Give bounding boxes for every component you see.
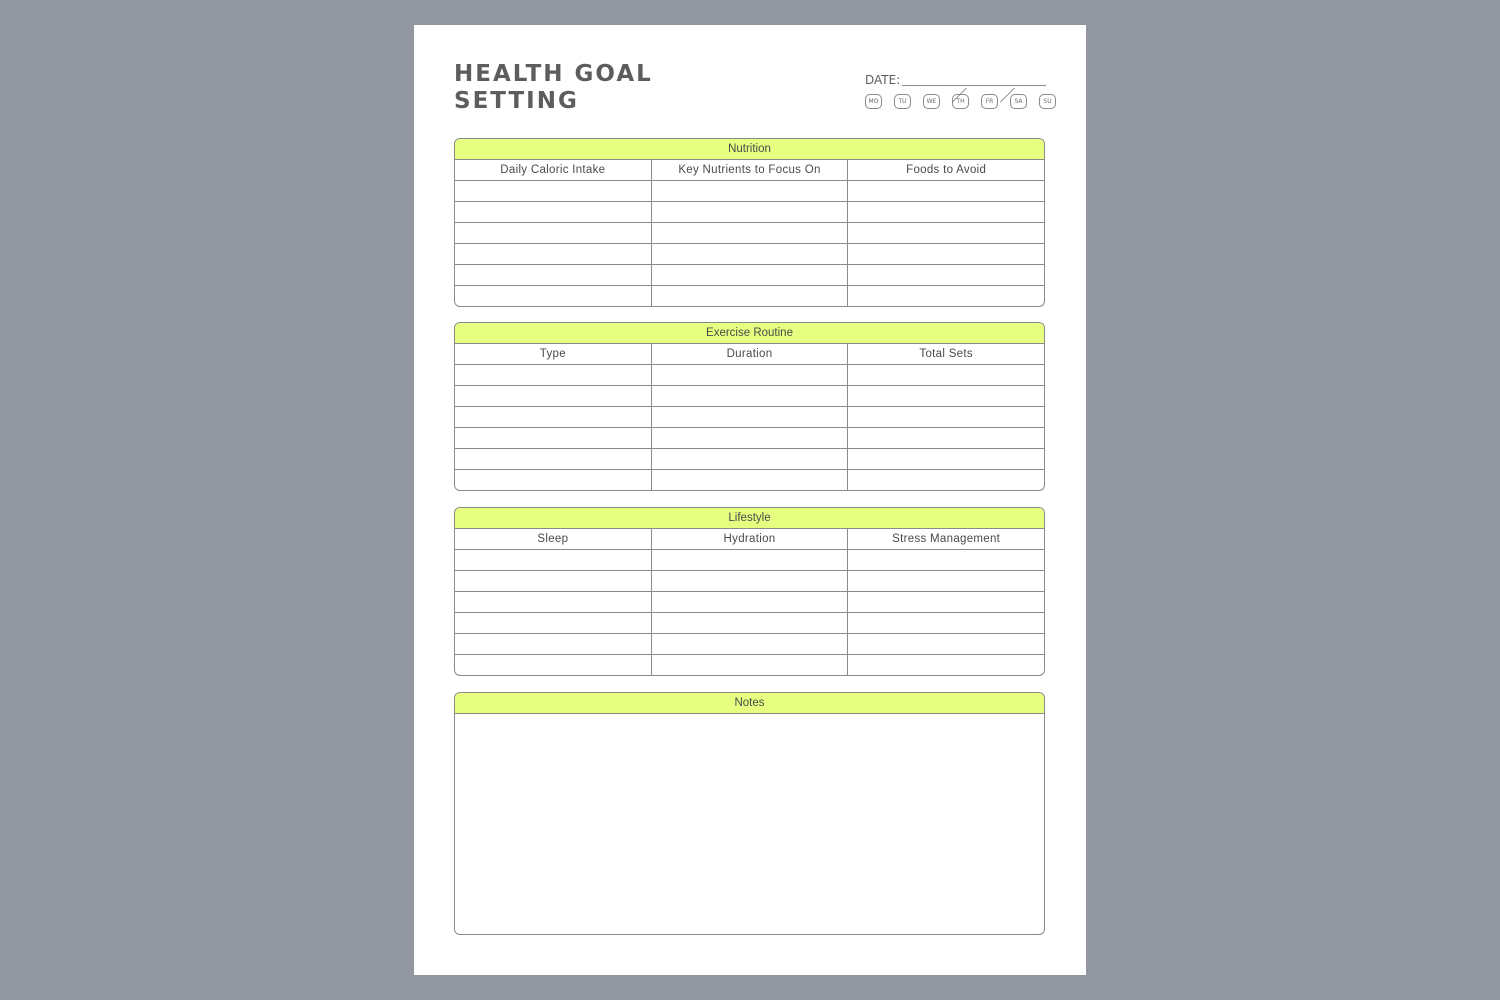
table-row: [455, 428, 1044, 449]
table-cell[interactable]: [455, 265, 652, 285]
weekday-selector: [865, 94, 1056, 109]
table-cell[interactable]: [455, 428, 652, 448]
table-cell[interactable]: [652, 386, 849, 406]
planner-page: [414, 25, 1086, 975]
table-cell[interactable]: [848, 592, 1044, 612]
table-row: [455, 244, 1044, 265]
table-cell[interactable]: [848, 202, 1044, 222]
table-row: [455, 449, 1044, 470]
table-cell[interactable]: [652, 428, 849, 448]
table-cell[interactable]: [455, 470, 652, 490]
table-cell[interactable]: [652, 244, 849, 264]
table-cell[interactable]: [848, 286, 1044, 306]
date-label: DATE:: [865, 73, 901, 87]
nutrition-header-row: [455, 160, 1044, 181]
table-cell[interactable]: [652, 634, 849, 654]
table-row: [455, 634, 1044, 655]
table-cell[interactable]: [652, 265, 849, 285]
lifestyle-table: [454, 507, 1045, 676]
table-cell[interactable]: [455, 592, 652, 612]
table-cell[interactable]: [848, 571, 1044, 591]
table-row: [455, 286, 1044, 306]
table-cell[interactable]: [848, 550, 1044, 570]
table-row: [455, 470, 1044, 490]
table-cell[interactable]: [652, 550, 849, 570]
column-header-hydration: Hydration: [652, 529, 849, 549]
table-cell[interactable]: [455, 181, 652, 201]
table-cell[interactable]: [652, 655, 849, 675]
exercise-table-title: Exercise Routine: [455, 323, 1044, 344]
table-row: [455, 265, 1044, 286]
column-header-sleep: Sleep: [455, 529, 652, 549]
table-cell[interactable]: [455, 634, 652, 654]
page-title-line-1: HEALTH GOAL: [454, 61, 653, 87]
day-checkbox-we[interactable]: WE: [923, 94, 940, 109]
notes-area[interactable]: [455, 714, 1044, 934]
table-cell[interactable]: [455, 550, 652, 570]
table-cell[interactable]: [848, 181, 1044, 201]
table-cell[interactable]: [848, 655, 1044, 675]
table-cell[interactable]: [848, 407, 1044, 427]
day-checkbox-su[interactable]: SU: [1039, 94, 1056, 109]
table-cell[interactable]: [652, 449, 849, 469]
day-checkbox-mo[interactable]: MO: [865, 94, 882, 109]
table-row: [455, 386, 1044, 407]
day-checkbox-fr[interactable]: FR: [981, 94, 998, 109]
table-cell[interactable]: [652, 181, 849, 201]
column-header-daily-caloric-intake: Daily Caloric Intake: [455, 160, 652, 180]
column-header-foods-to-avoid: Foods to Avoid: [906, 164, 987, 176]
lifestyle-table-title: Lifestyle: [455, 508, 1044, 529]
table-row: [455, 223, 1044, 244]
table-row: [455, 592, 1044, 613]
exercise-table: [454, 322, 1045, 491]
lifestyle-header-row: [455, 529, 1044, 550]
table-cell[interactable]: [652, 571, 849, 591]
table-cell[interactable]: [652, 592, 849, 612]
table-cell[interactable]: [455, 571, 652, 591]
table-cell[interactable]: [652, 613, 849, 633]
table-cell[interactable]: [455, 202, 652, 222]
column-header-type: Type: [455, 344, 652, 364]
table-cell[interactable]: [848, 613, 1044, 633]
column-header-total-sets: Total Sets: [919, 348, 973, 360]
table-cell[interactable]: [848, 634, 1044, 654]
table-row: [455, 655, 1044, 675]
table-cell[interactable]: [455, 613, 652, 633]
table-cell[interactable]: [848, 244, 1044, 264]
column-header-key-nutrients: Key Nutrients to Focus On: [652, 160, 849, 180]
table-cell[interactable]: [455, 386, 652, 406]
table-cell[interactable]: [455, 449, 652, 469]
table-cell[interactable]: [455, 244, 652, 264]
table-row: [455, 571, 1044, 592]
table-cell[interactable]: [455, 407, 652, 427]
date-field[interactable]: [902, 85, 1046, 86]
table-row: [455, 202, 1044, 223]
table-cell[interactable]: [848, 428, 1044, 448]
day-checkbox-th[interactable]: TH: [952, 94, 969, 109]
page-title: [454, 61, 653, 115]
column-header-duration: Duration: [652, 344, 849, 364]
nutrition-table: [454, 138, 1045, 307]
date-block: [865, 69, 1052, 111]
table-cell[interactable]: [652, 202, 849, 222]
table-cell[interactable]: [652, 407, 849, 427]
table-cell[interactable]: [652, 286, 849, 306]
column-header-stress-management: Stress Management: [892, 533, 1001, 545]
day-checkbox-sa[interactable]: SA: [1010, 94, 1027, 109]
table-cell[interactable]: [848, 265, 1044, 285]
page-title-line-2: SETTING: [454, 88, 579, 114]
table-row: [455, 365, 1044, 386]
table-cell[interactable]: [848, 386, 1044, 406]
notes-box: [454, 692, 1045, 935]
table-cell[interactable]: [848, 449, 1044, 469]
table-cell[interactable]: [455, 365, 652, 385]
table-cell[interactable]: [455, 286, 652, 306]
table-row: [455, 407, 1044, 428]
table-cell[interactable]: [652, 223, 849, 243]
table-row: [455, 181, 1044, 202]
table-cell[interactable]: [455, 223, 652, 243]
table-cell[interactable]: [455, 655, 652, 675]
table-cell[interactable]: [848, 223, 1044, 243]
table-row: [455, 613, 1044, 634]
table-row: [455, 550, 1044, 571]
table-cell[interactable]: [848, 365, 1044, 385]
table-cell[interactable]: [652, 470, 849, 490]
table-cell[interactable]: [652, 365, 849, 385]
exercise-header-row: [455, 344, 1044, 365]
notes-title: Notes: [455, 693, 1044, 714]
table-cell[interactable]: [848, 470, 1044, 490]
day-checkbox-tu[interactable]: TU: [894, 94, 911, 109]
nutrition-table-title: Nutrition: [455, 139, 1044, 160]
